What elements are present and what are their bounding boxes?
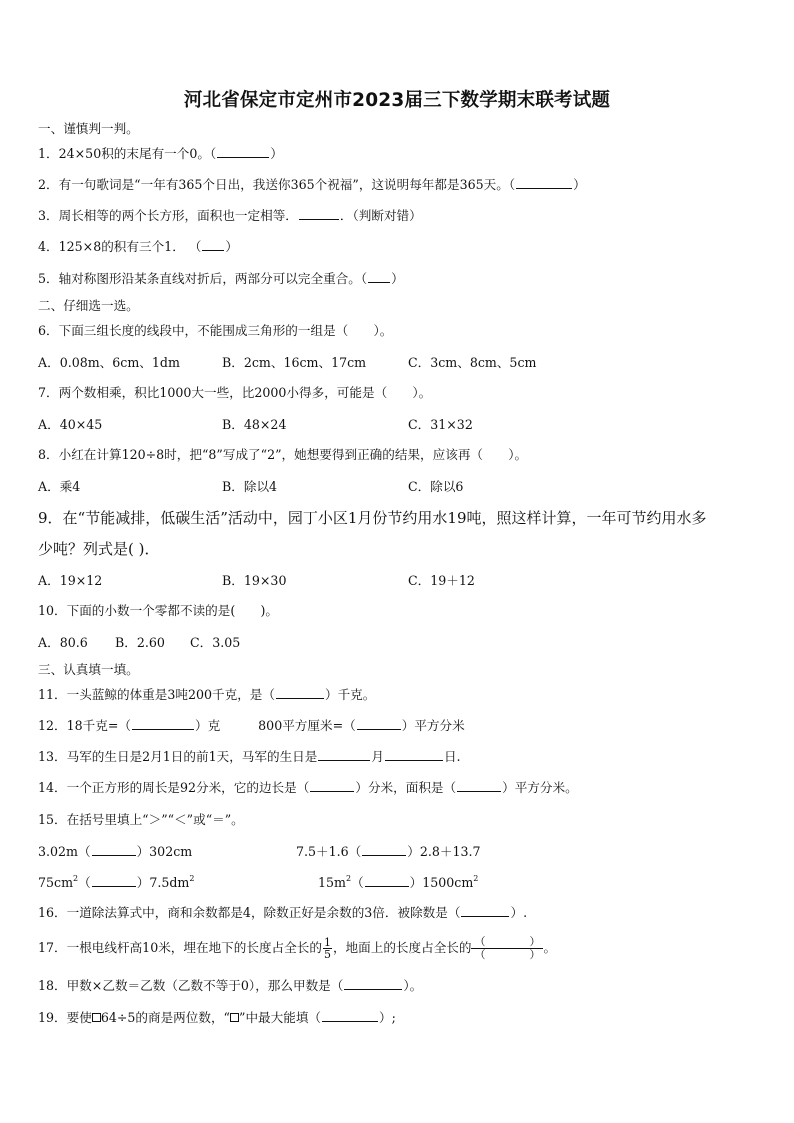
answer-blank[interactable] [322,1010,378,1022]
answer-blank[interactable] [92,875,136,887]
question-2: 2．有一句歌词是“一年有365个日出，我送你365个祝福”，这说明每年都是365天。（ ） [38,177,586,192]
fraction-answer-blank[interactable]: $\frac{( )}{( )}$ [471,936,543,961]
question-8-stem: 8．小红在计算120÷8时，把“8”写成了“2”，她想要得到正确的结果，应该再（ ）。 [38,447,528,462]
question-1: 1．24×50积的末尾有一个0。（ ） [38,146,283,161]
question-10-option-a[interactable]: A．80.6 [38,635,88,650]
question-7-option-c[interactable]: C．31×32 [408,417,473,432]
answer-blank[interactable] [516,177,572,189]
answer-blank[interactable] [344,978,402,990]
question-12: 12．18千克=（ ）克 800平方厘米=（ ）平方分米 [38,718,465,733]
question-15-item-3: $75cm^2$（ ）$7.5dm^2$ [38,874,195,890]
section-3-heading: 三、认真填一填。 [38,662,139,677]
question-19: 19．要使 64÷5的商是两位数，“ ”中最大能填（ ）; [38,1010,396,1025]
question-7-stem: 7．两个数相乘，积比1000大一些，比2000小得多，可能是（ ）。 [38,385,432,400]
question-8-option-a[interactable]: A．乘4 [38,479,81,494]
page-title: 河北省保定市定州市2023届三下数学期末联考试题 [183,90,611,111]
question-6-option-a[interactable]: A．0.08m、6cm、1dm [38,355,180,370]
question-11: 11．一头蓝鲸的体重是3吨200千克，是（ ）千克。 [38,687,376,702]
question-15-item-4: $15m^2$（ ）$1500cm^2$ [318,874,479,890]
question-7-option-a[interactable]: A．40×45 [38,417,103,432]
answer-blank[interactable] [457,780,501,792]
answer-blank[interactable] [365,875,409,887]
answer-blank[interactable] [310,780,354,792]
answer-blank[interactable] [385,749,443,761]
question-6-option-b[interactable]: B．2cm、16cm、17cm [222,355,367,370]
question-9-stem-line-1: 9．在“节能减排，低碳生活”活动中，园丁小区1月份节约用水19吨，照这样计算，一年可节约用水多 [38,509,707,527]
question-17: 17．一根电线杆高10米，埋在地下的长度占全长的 $\frac{1}{5}$ ，地面上的长度占全长的 $\frac{( )}{( )}$ 。 [38,935,557,961]
answer-blank[interactable] [368,271,390,283]
answer-blank[interactable] [299,208,339,220]
section-1-heading: 一、谨慎判一判。 [38,121,139,136]
question-6-option-c[interactable]: C．3cm、8cm、5cm [408,355,537,370]
answer-blank[interactable] [202,239,224,251]
answer-blank[interactable] [318,749,370,761]
question-15-item-1: 3.02m（ ）302cm [38,844,193,859]
answer-blank[interactable] [362,844,406,856]
question-9-stem-line-2: 少吨？列式是( )． [38,540,160,558]
question-18: 18．甲数×乙数＝乙数（乙数不等于0），那么甲数是（ ）。 [38,978,423,993]
answer-blank[interactable] [276,687,324,699]
question-6-stem: 6．下面三组长度的线段中，不能围成三角形的一组是（ ）。 [38,323,393,338]
square-box-icon [92,1013,101,1022]
section-2-heading: 二、仔细选一选。 [38,298,139,313]
question-14: 14．一个正方形的周长是92分米，它的边长是（ ）分米，面积是（ ）平方分米。 [38,780,578,795]
answer-blank[interactable] [357,718,401,730]
question-10-stem: 10．下面的小数一个零都不读的是( )。 [38,603,278,618]
question-4: 4．125×8的积有三个1． （ ） [38,239,238,254]
question-8-option-c[interactable]: C．除以6 [408,479,464,494]
question-13: 13．马军的生日是2月1日的前1天，马军的生日是 月 日. [38,749,461,764]
answer-blank[interactable] [132,718,194,730]
answer-blank[interactable] [461,905,509,917]
question-8-option-b[interactable]: B．除以4 [222,479,278,494]
question-10-option-c[interactable]: C．3.05 [190,635,241,650]
fraction-one-fifth: $\frac{1}{5}$ [323,936,331,961]
question-3: 3．周长相等的两个长方形，面积也一定相等． ．（判断对错） [38,208,422,223]
question-9-option-b[interactable]: B．19×30 [222,573,287,588]
question-9-option-a[interactable]: A．19×12 [38,573,103,588]
question-7-option-b[interactable]: B．48×24 [222,417,287,432]
question-15-item-2: 7.5＋1.6（ ）2.8＋13.7 [296,844,481,859]
question-16: 16．一道除法算式中，商和余数都是4，除数正好是余数的3倍．被除数是（ ）. [38,905,528,920]
question-10-option-b[interactable]: B．2.60 [115,635,165,650]
answer-blank[interactable] [217,146,269,158]
question-15-stem: 15．在括号里填上“＞”“＜”或“＝”。 [38,812,244,827]
question-5: 5．轴对称图形沿某条直线对折后，两部分可以完全重合。（ ） [38,271,404,286]
answer-blank[interactable] [92,844,136,856]
question-9-option-c[interactable]: C．19＋12 [408,573,475,588]
square-box-icon [230,1013,239,1022]
